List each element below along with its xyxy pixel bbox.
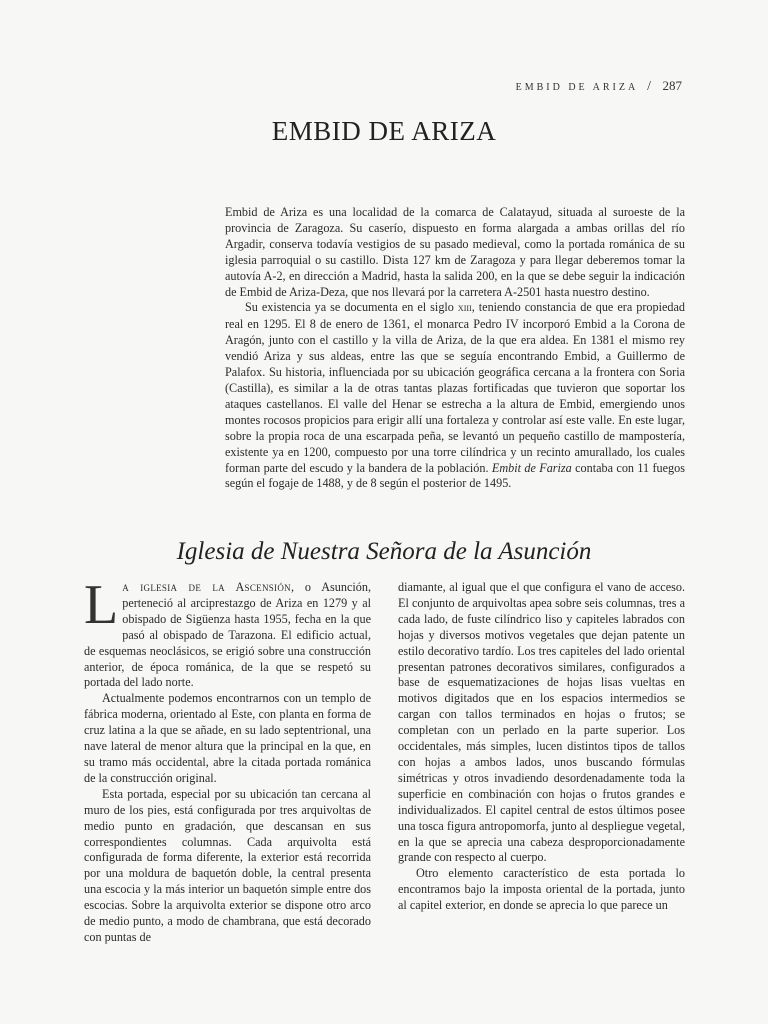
right-column — [398, 580, 685, 914]
left-p1-rest: , o Asunción, perteneció al arciprestazgo de Ariza en 1279 y al obispado de Sigüenza hasta 1955, fecha en la que pasó al obispado de Tarazona. El edificio actual, de esquemas neoclásicos, se erigió sobre una construcción anterior, de época románica, de la que se respetó su portada del lado norte. — [84, 580, 372, 690]
intro-paragraph-2 — [225, 300, 685, 492]
page-number: 287 — [662, 78, 682, 93]
running-head-title: EMBID DE ARIZA — [515, 82, 638, 93]
left-column — [84, 574, 372, 946]
left-paragraph-3: Esta portada, especial por su ubicación tan cercana al muro de los pies, está configurada por tres arquivoltas de medio punto en gradación, que descansan en sus correspondientes columnas. Cada arquivolta está configurada de forma diferente, la exterior está recorrida por una moldura de baquetón doble, la central presenta una escocia y la más interior un baquetón simple entre dos escocias. Sobre la arquivolta exterior se dispone otro arco de medio punto, a modo de chambrana, que está decorado con puntas de — [84, 786, 371, 944]
lead-in-text: a iglesia de la Ascensión — [122, 580, 291, 594]
drop-cap: L — [84, 574, 119, 636]
right-paragraph-1: diamante, al igual que el que configura el vano de acceso. El conjunto de arquivoltas apea sobre seis columnas, tres a cada lado, de fuste cilíndrico liso y capiteles labrados con hojas y diversos motivos vegetales que dejan patente un estilo decorativo tardío. Los tres capiteles del lado oriental presentan patrones decorativos similares, configurados a base de esquematizaciones de hojas lisas vueltas en motivos digitados que en los espacios intermedios se cargan con tallos terminados en hojas o frutos; se completan con un perlado en la parte superior. Los occidentales, más simples, lucen distintos tipos de tallos con hojas a ambos lados, unos buscando fórmulas simétricas y otros invadiendo desordenadamente toda la superficie en combinación con hojas o frutos grandes e individualizados. El capitel central de estos últimos posee una tosca figura antropomorfa, junto al despliegue vegetal, en la que se aprecia una cabeza desproporcionadamente grande con respecto al cuerpo. — [398, 580, 685, 865]
historic-name: Embit de Fariza — [491, 460, 572, 475]
intro-text — [225, 205, 685, 492]
running-head-separator: / — [647, 79, 651, 94]
intro-p2-text-b: , teniendo constancia de que era propiedad real en 1295. El 8 de enero de 1361, el monarca Pedro IV incorporó Embid a la Corona de Aragón, junto con el castillo y la villa de Ariza, de la que era aldea. En 1381 el mismo rey vendió Ariza y sus aldeas, entre las que se seguía encontrando Embid, a Guillermo de Palafox. Su historia, influenciada por su ubicación geográfica cercana a la frontera con Soria (Castilla), es similar a la de otras tantas plazas fortificadas que tuvieron que soportar los ataques castellanos. El valle del Henar se estrecha a la altura de Embid, emergiendo unos montes rocosos propicios para erigir allí una fortaleza y controlar así este valle. En este lugar, sobre la propia roca de una escarpada peña, se levantó un pequeño castillo de mampostería, existente ya en 1200, compuesto por una torre cilíndrica y un recinto amurallado, los cuales forman parte del escudo y la bandera de la población. — [225, 300, 685, 475]
page-title: EMBID DE ARIZA — [271, 116, 497, 146]
running-head — [516, 78, 682, 95]
left-paragraph-1 — [84, 574, 372, 691]
intro-p2-text-c: contaba con 11 fuegos según el fogaje de 1488, y de 8 según el posterior de 1495. — [225, 460, 685, 491]
section-title: Iglesia de Nuestra Señora de la Asunción — [176, 538, 592, 565]
right-paragraph-2: Otro elemento característico de esta portada lo encontramos bajo la imposta oriental de la portada, junto al capitel exterior, en donde se aprecia lo que parece un — [398, 866, 685, 913]
century-numeral: xiii — [457, 302, 472, 315]
intro-p2-text-a: Su existencia ya se documenta en el siglo — [245, 300, 458, 315]
intro-paragraph-1: Embid de Ariza es una localidad de la comarca de Calatayud, situada al suroeste de la provincia de Zaragoza. Su caserío, dispuesto en forma alargada a ambas orillas del río Argadir, conserva todavía vestigios de su pasado medieval, como la portada románica de su iglesia parroquial o su castillo. Dista 127 km de Zaragoza y para llegar deberemos tomar la autovía A-2, en dirección a Madrid, hasta la salida 200, en la que se debe seguir la indicación de Embid de Ariza-Deza, que nos llevará por la carretera A-2501 hasta nuestro destino. — [225, 205, 685, 299]
left-paragraph-2: Actualmente podemos encontrarnos con un templo de fábrica moderna, orientado al Este, con planta en forma de cruz latina a la que se añade, en su lado septentrional, una nave lateral de menor altura que la principal en la que, en su tramo más occidental, abre la citada portada románica de la construcción original. — [84, 691, 371, 785]
